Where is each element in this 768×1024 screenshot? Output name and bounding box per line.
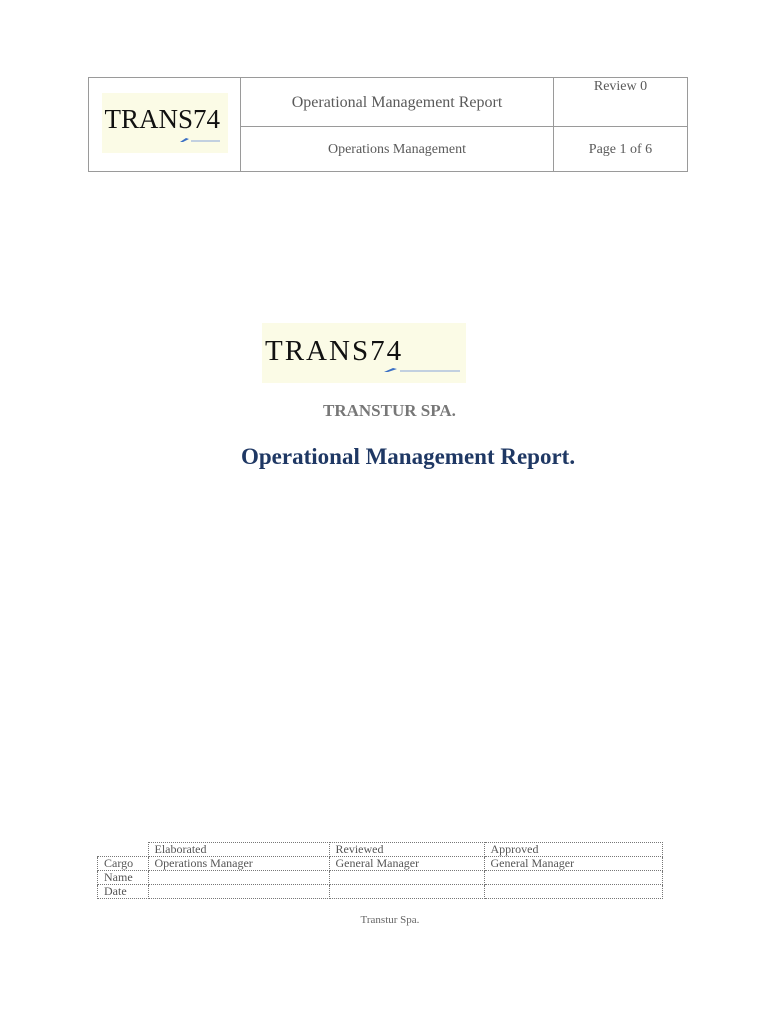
page-footer: Transtur Spa. [360, 914, 420, 926]
column-header-elaborated: Elaborated [148, 843, 329, 857]
header-logo-cell [89, 78, 241, 172]
row-label-date: Date [98, 885, 149, 899]
header-subtitle: Operations Management [327, 142, 466, 158]
cover-logo [262, 323, 466, 383]
column-header-reviewed: Reviewed [329, 843, 484, 857]
name-reviewed [329, 871, 484, 885]
header-title: Operational Management Report [291, 94, 503, 112]
header-review-cell [554, 78, 688, 127]
table-row [98, 857, 663, 871]
document-header [88, 77, 688, 172]
date-approved [484, 885, 663, 899]
cover-logo-text: TRANS74 [265, 335, 404, 367]
company-name: TRANSTUR SPA. [323, 401, 456, 420]
name-approved [484, 871, 663, 885]
date-reviewed [329, 885, 484, 899]
page-number: Page 1 of 6 [588, 142, 653, 158]
table-row [98, 871, 663, 885]
header-page-cell [554, 127, 688, 172]
logo-text: TRANS74 [104, 104, 221, 134]
header-subtitle-cell [241, 127, 554, 172]
signature-table [97, 842, 663, 899]
header-title-cell [241, 78, 554, 127]
table-row [98, 885, 663, 899]
cover-logo-swoosh-icon [384, 367, 460, 373]
column-header-approved: Approved [484, 843, 663, 857]
name-elaborated [148, 871, 329, 885]
cargo-elaborated: Operations Manager [148, 857, 329, 871]
signature-header-row [98, 843, 663, 857]
logo-swoosh-icon [180, 137, 220, 143]
row-label-name: Name [98, 871, 149, 885]
date-elaborated [148, 885, 329, 899]
cargo-approved: General Manager [484, 857, 663, 871]
report-title: Operational Management Report. [241, 444, 576, 469]
cargo-reviewed: General Manager [329, 857, 484, 871]
review-number: Review 0 [593, 79, 648, 94]
row-label-cargo: Cargo [98, 857, 149, 871]
company-logo [102, 93, 228, 153]
blank-corner-cell [98, 843, 149, 857]
